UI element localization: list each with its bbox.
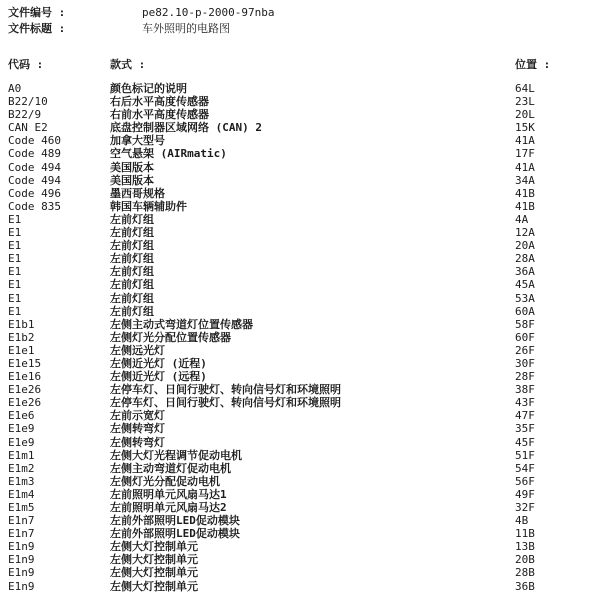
component-description: 空气悬架 (AIRmatic): [110, 147, 227, 161]
component-description: 左停车灯、日间行驶灯、转向信号灯和环境照明: [110, 396, 341, 410]
table-row: [8, 82, 595, 95]
doc-title-label: 文件标题 :: [8, 22, 66, 35]
component-description: 底盘控制器区域网络 (CAN) 2: [110, 121, 262, 135]
component-position: 28A: [515, 252, 535, 266]
table-row: [8, 108, 595, 121]
component-description: 韩国车辆辅助件: [110, 199, 187, 213]
component-position: 34A: [515, 173, 535, 187]
table-row: [8, 278, 595, 291]
component-code: E1: [8, 239, 22, 253]
component-position: 32F: [515, 501, 535, 514]
component-position: 41B: [515, 199, 535, 213]
component-description: 左前灯组: [110, 212, 154, 226]
component-code: E1n7: [8, 514, 35, 528]
component-position: 12A: [515, 226, 535, 240]
component-code: E1e26: [8, 383, 42, 397]
component-description: 左前灯组: [110, 239, 154, 253]
component-position: 28B: [515, 566, 535, 580]
position-column-header: 位置 :: [515, 58, 551, 71]
component-description: 左前灯组: [110, 252, 154, 266]
component-position: 45A: [515, 278, 535, 292]
component-table: [8, 82, 595, 593]
component-code: Code 835: [8, 199, 61, 213]
component-position: 41A: [515, 160, 535, 174]
component-position: 53A: [515, 291, 535, 305]
table-row: [8, 422, 595, 435]
component-code: E1: [8, 291, 22, 305]
component-code: E1m4: [8, 487, 35, 501]
component-position: 54F: [515, 461, 535, 475]
component-description: 左侧近光灯 (远程): [110, 370, 207, 384]
table-row: [8, 331, 595, 344]
component-description: 左前照明单元风扇马达2: [110, 501, 227, 514]
component-description: 左侧转弯灯: [110, 422, 165, 436]
component-code: Code 489: [8, 147, 61, 161]
component-code: Code 494: [8, 160, 61, 174]
component-code: E1m1: [8, 448, 35, 462]
component-code: E1b2: [8, 330, 35, 344]
component-description: 左侧转弯灯: [110, 435, 165, 449]
component-position: 20A: [515, 239, 535, 253]
component-description: 左侧灯光分配促动电机: [110, 474, 220, 488]
component-description: 左侧近光灯 (近程): [110, 356, 207, 370]
doc-title-row: [8, 21, 600, 37]
component-code: CAN E2: [8, 121, 48, 135]
table-row: [8, 370, 595, 383]
component-code: E1e6: [8, 409, 35, 423]
component-position: 20B: [515, 553, 535, 567]
component-code: Code 460: [8, 134, 61, 148]
component-code: E1e15: [8, 356, 42, 370]
style-column-header: 款式 :: [110, 58, 146, 71]
component-position: 38F: [515, 383, 535, 397]
table-row: [8, 147, 595, 160]
component-position: 36B: [515, 579, 535, 593]
component-code: E1m2: [8, 461, 35, 475]
table-row: [8, 121, 595, 134]
component-position: 4A: [515, 212, 529, 226]
component-code: Code 494: [8, 173, 61, 187]
table-row: [8, 553, 595, 566]
component-position: 28F: [515, 370, 535, 384]
component-code: E1: [8, 252, 22, 266]
table-row: [8, 436, 595, 449]
table-row: [8, 514, 595, 527]
component-code: E1e16: [8, 370, 42, 384]
component-position: 11B: [515, 527, 535, 541]
component-position: 13B: [515, 540, 535, 554]
component-description: 左前灯组: [110, 265, 154, 279]
table-row: [8, 265, 595, 278]
component-position: 49F: [515, 487, 535, 501]
component-code: A0: [8, 82, 22, 95]
component-description: 左侧灯光分配位置传感器: [110, 330, 231, 344]
table-column-headers: [8, 58, 595, 72]
component-position: 64L: [515, 82, 535, 95]
component-position: 41A: [515, 134, 535, 148]
component-position: 30F: [515, 356, 535, 370]
component-description: 左侧大灯控制单元: [110, 566, 198, 580]
component-code: B22/9: [8, 108, 42, 122]
table-row: [8, 344, 595, 357]
component-position: 36A: [515, 265, 535, 279]
component-description: 左前照明单元风扇马达1: [110, 487, 227, 501]
component-position: 4B: [515, 514, 529, 528]
table-row: [8, 318, 595, 331]
table-row: [8, 580, 595, 593]
table-row: [8, 200, 595, 213]
component-code: E1: [8, 212, 22, 226]
table-row: [8, 213, 595, 226]
component-position: 23L: [515, 95, 535, 109]
table-row: [8, 174, 595, 187]
component-position: 17F: [515, 147, 535, 161]
component-description: 右前水平高度传感器: [110, 108, 209, 122]
component-description: 左侧大灯控制单元: [110, 540, 198, 554]
component-description: 左前示宽灯: [110, 409, 165, 423]
component-code: E1e1: [8, 343, 35, 357]
table-row: [8, 488, 595, 501]
component-position: 43F: [515, 396, 535, 410]
table-row: [8, 566, 595, 579]
component-position: 45F: [515, 435, 535, 449]
component-position: 47F: [515, 409, 535, 423]
doc-number-label: 文件编号 :: [8, 6, 66, 19]
component-description: 左前灯组: [110, 291, 154, 305]
table-row: [8, 226, 595, 239]
component-description: 左前外部照明LED促动模块: [110, 527, 240, 541]
table-row: [8, 501, 595, 514]
component-description: 加拿大型号: [110, 134, 165, 148]
component-description: 左前灯组: [110, 278, 154, 292]
component-code: E1m3: [8, 474, 35, 488]
table-row: [8, 305, 595, 318]
component-position: 20L: [515, 108, 535, 122]
component-code: E1e9: [8, 422, 35, 436]
component-description: 左前灯组: [110, 226, 154, 240]
component-code: E1: [8, 265, 22, 279]
component-code: E1: [8, 304, 22, 318]
component-position: 51F: [515, 448, 535, 462]
component-description: 左前外部照明LED促动模块: [110, 514, 240, 528]
component-code: E1n7: [8, 527, 35, 541]
document-header: [8, 5, 600, 37]
table-row: [8, 383, 595, 396]
table-row: [8, 540, 595, 553]
component-description: 左侧大灯控制单元: [110, 579, 198, 593]
component-code: E1n9: [8, 540, 35, 554]
doc-number-row: [8, 5, 600, 21]
component-code: E1n9: [8, 566, 35, 580]
component-position: 58F: [515, 317, 535, 331]
component-description: 左侧大灯光程调节促动电机: [110, 448, 242, 462]
component-code: E1m5: [8, 501, 35, 514]
table-row: [8, 357, 595, 370]
table-row: [8, 409, 595, 422]
component-description: 左侧主动弯道灯促动电机: [110, 461, 231, 475]
component-description: 美国版本: [110, 160, 154, 174]
component-description: 美国版本: [110, 173, 154, 187]
component-description: 右后水平高度传感器: [110, 95, 209, 109]
component-code: E1b1: [8, 317, 35, 331]
component-code: E1: [8, 278, 22, 292]
code-column-header: 代码 :: [8, 58, 44, 71]
component-description: 墨西哥规格: [110, 186, 165, 200]
component-position: 60F: [515, 330, 535, 344]
component-code: E1e26: [8, 396, 42, 410]
component-description: 左前灯组: [110, 304, 154, 318]
table-row: [8, 134, 595, 147]
component-position: 60A: [515, 304, 535, 318]
table-row: [8, 239, 595, 252]
component-position: 41B: [515, 186, 535, 200]
component-position: 56F: [515, 474, 535, 488]
table-row: [8, 95, 595, 108]
component-code: E1n9: [8, 579, 35, 593]
component-description: 颜色标记的说明: [110, 82, 187, 95]
table-row: [8, 292, 595, 305]
doc-number-value: pe82.10-p-2000-97nba: [142, 6, 275, 19]
table-row: [8, 396, 595, 409]
table-row: [8, 527, 595, 540]
table-row: [8, 187, 595, 200]
component-position: 15K: [515, 121, 535, 135]
component-description: 左侧主动式弯道灯位置传感器: [110, 317, 253, 331]
table-row: [8, 449, 595, 462]
component-code: E1e9: [8, 435, 35, 449]
table-row: [8, 252, 595, 265]
table-row: [8, 462, 595, 475]
doc-title-value: 车外照明的电路图: [142, 22, 230, 35]
component-description: 左停车灯、日间行驶灯、转向信号灯和环境照明: [110, 383, 341, 397]
component-position: 35F: [515, 422, 535, 436]
component-position: 26F: [515, 343, 535, 357]
component-code: E1n9: [8, 553, 35, 567]
component-code: Code 496: [8, 186, 61, 200]
component-code: B22/10: [8, 95, 48, 109]
table-row: [8, 475, 595, 488]
component-description: 左侧远光灯: [110, 343, 165, 357]
component-code: E1: [8, 226, 22, 240]
table-row: [8, 161, 595, 174]
component-description: 左侧大灯控制单元: [110, 553, 198, 567]
